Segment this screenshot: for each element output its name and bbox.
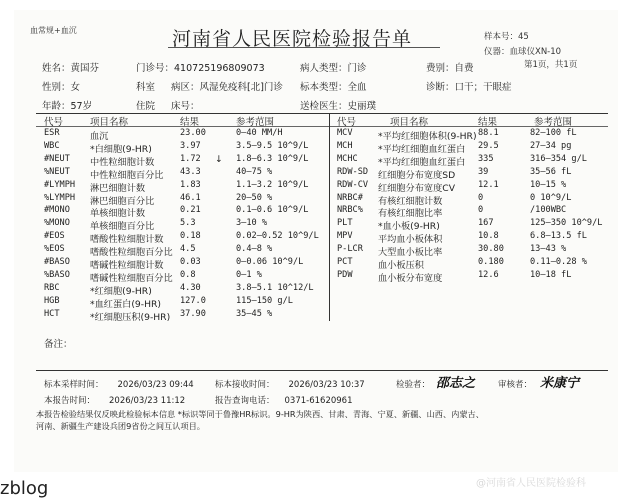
test-code: MCHC <box>337 153 358 164</box>
test-code: HGB <box>44 295 60 306</box>
test-code: NRBC% <box>337 205 363 216</box>
ptype-label: 病人类型： <box>300 63 348 74</box>
reference-range: 0.11—0.28 % <box>530 257 587 267</box>
test-result: 29.5 <box>478 140 499 151</box>
receive-label: 标本接收时间： <box>215 380 275 390</box>
inpatient-label: 住院 <box>136 101 156 112</box>
reference-range: 0 10^9/L <box>530 192 572 203</box>
reference-range: 10—15 % <box>530 179 567 190</box>
age-row <box>42 98 92 112</box>
dept-label: 科室 <box>136 82 156 93</box>
test-name: *平均红细胞体积(9-HR) <box>378 131 477 142</box>
report-label: 本报告时间： <box>44 396 96 406</box>
test-code: %EOS <box>44 244 65 255</box>
area-row <box>171 79 283 93</box>
report-type-label: 血常规+血沉 <box>30 26 77 35</box>
patient-name-row <box>42 60 99 74</box>
test-result: 39 <box>478 166 489 177</box>
title-underline <box>168 47 440 48</box>
test-name: 平均血小板体积 <box>378 234 443 246</box>
collect-label: 标本采样时间： <box>44 380 104 390</box>
test-result: 4.30 <box>180 282 201 293</box>
test-result: 37.90 <box>180 308 206 319</box>
test-result: 0.21 <box>180 205 201 216</box>
outpatient-label: 门诊号： <box>136 63 175 74</box>
right-header-item: 项目名称 <box>390 117 429 128</box>
receive-time: 2026/03/23 10:37 <box>288 380 365 390</box>
test-code: #LYMPH <box>44 179 76 190</box>
reference-range: 0—40 MM/H <box>236 128 283 138</box>
reference-range: 3—10 % <box>236 218 268 229</box>
reference-range: 13—43 % <box>530 244 567 255</box>
doctor-row <box>300 98 376 112</box>
instrument: 仪器：血球仪XN-10 <box>484 47 562 57</box>
test-name: *白细胞(9-HR) <box>90 143 152 155</box>
specimen-label: 标本类型： <box>300 82 348 93</box>
reference-range: 0.02—0.52 10^9/L <box>236 231 319 242</box>
test-name: 大型血小板比率 <box>378 247 443 259</box>
test-result: 46.1 <box>180 192 201 203</box>
test-code: RDW-SD <box>337 166 369 177</box>
sex-row <box>42 79 80 93</box>
patient-area: 风湿免疫科[北]门诊 <box>199 82 283 93</box>
phone-label: 报告查询电话： <box>215 396 275 406</box>
test-result: 0.8 <box>180 269 196 280</box>
collect-time-row <box>44 378 194 390</box>
reference-range: 1.8—6.3 10^9/L <box>236 153 309 164</box>
test-result: 43.3 <box>180 166 201 177</box>
test-code: RDW-CV <box>337 179 369 190</box>
test-name: 单核细胞计数 <box>90 208 146 220</box>
reference-range: 27—34 pg <box>530 140 572 151</box>
test-result: 0.03 <box>180 257 201 267</box>
patient-type: 门诊 <box>347 63 367 74</box>
age-label: 年龄： <box>42 101 71 112</box>
right-header-code: 代号 <box>337 117 357 128</box>
test-result: 0.180 <box>478 257 504 267</box>
reviewer-label: 审核者： <box>498 380 533 390</box>
test-result: 0 <box>478 205 484 216</box>
disclaimer-line-2: 河南、新疆生产建设兵团9省份之间互认项目。 <box>36 421 205 431</box>
test-name: 嗜酸性粒细胞计数 <box>90 234 164 246</box>
reference-range: 20—50 % <box>236 192 273 203</box>
reference-range: 1.1—3.2 10^9/L <box>236 179 309 190</box>
abnormal-flag: ↓ <box>215 153 223 165</box>
phone-row <box>215 394 352 406</box>
right-header-result: 结果 <box>478 117 498 128</box>
test-name: 淋巴细胞计数 <box>90 182 146 194</box>
report-title: 河南省人民医院检验报告单 <box>172 28 413 50</box>
test-result: 3.97 <box>180 140 201 151</box>
test-code: %NEUT <box>44 166 70 177</box>
test-code: WBC <box>44 140 60 151</box>
specimen-row <box>300 79 367 93</box>
test-name: 淋巴细胞百分比 <box>90 195 155 207</box>
name-label: 姓名： <box>42 63 71 74</box>
report-time: 2026/03/23 11:12 <box>109 396 186 406</box>
test-name: 有核红细胞计数 <box>378 195 443 207</box>
test-result: 23.00 <box>180 128 206 138</box>
test-name: 血沉 <box>90 131 109 142</box>
left-header-item: 项目名称 <box>90 117 129 128</box>
diag-label: 诊断： <box>426 82 455 93</box>
test-code: PCT <box>337 257 353 267</box>
footer-top-line <box>36 370 608 371</box>
test-result: 0 <box>478 192 484 203</box>
diagnosis-row <box>426 79 512 93</box>
left-header-code: 代号 <box>44 117 64 128</box>
test-name: 嗜碱性粒细胞计数 <box>90 260 164 271</box>
test-name: *血红蛋白(9-HR) <box>90 298 161 310</box>
reference-range: 316—354 g/L <box>530 153 587 164</box>
test-name: 红细胞分布宽度CV <box>378 182 456 194</box>
test-code: MCV <box>337 128 353 138</box>
reference-range: 0.4—8 % <box>236 244 273 255</box>
reference-range: /100WBC <box>530 205 567 216</box>
left-header-ref: 参考范围 <box>236 117 275 128</box>
test-name: 红细胞分布宽度SD <box>378 169 456 181</box>
test-name: 嗜酸性粒细胞百分比 <box>90 247 173 259</box>
test-result: 10.8 <box>478 231 499 242</box>
bed-label: 床号： <box>171 101 200 112</box>
test-result: 0.18 <box>180 231 201 242</box>
patient-age: 57岁 <box>70 101 93 112</box>
test-name: *红细胞(9-HR) <box>90 285 152 297</box>
test-code: %LYMPH <box>44 192 76 203</box>
doctor-label: 送检医生： <box>300 101 348 112</box>
fee-row <box>426 60 474 74</box>
test-result: 167 <box>478 218 494 229</box>
receive-time-row <box>215 378 365 390</box>
test-name: 血小板分布宽度 <box>378 272 443 284</box>
reference-range: 82—100 fL <box>530 128 577 138</box>
remarks-label: 备注： <box>44 339 73 350</box>
test-name: *红细胞压积(9-HR) <box>90 311 171 323</box>
test-code: %BASO <box>44 269 70 280</box>
test-code: NRBC# <box>337 192 363 203</box>
site-brand: zblog <box>0 478 49 499</box>
test-code: #BASO <box>44 257 70 267</box>
tester-signature: 邵志之 <box>436 376 476 391</box>
diagnosis: 口干；干眼症 <box>454 82 512 93</box>
reference-range: 0.1—0.6 10^9/L <box>236 205 309 216</box>
test-name: 嗜碱性粒细胞百分比 <box>90 272 173 284</box>
reference-range: 10—18 fL <box>530 269 572 280</box>
test-result: 12.1 <box>478 179 499 190</box>
patient-sex: 女 <box>70 82 81 93</box>
reference-range: 6.8—13.5 fL <box>530 231 587 242</box>
reference-range: 40—75 % <box>236 166 273 177</box>
test-code: MCH <box>337 140 353 151</box>
reference-range: 0—1 % <box>236 269 262 280</box>
test-code: RBC <box>44 282 60 293</box>
test-result: 30.80 <box>478 244 504 255</box>
test-name: 有核红细胞比率 <box>378 208 443 220</box>
right-header-ref: 参考范围 <box>534 117 573 128</box>
area-label: 病区： <box>171 82 200 93</box>
test-code: PDW <box>337 269 353 280</box>
test-name: 中性粒细胞百分比 <box>90 169 164 181</box>
phone-number: 0371-61620961 <box>284 396 353 406</box>
test-code: PLT <box>337 218 353 229</box>
reference-range: 115—150 g/L <box>236 295 293 306</box>
test-code: P-LCR <box>337 244 363 255</box>
test-result: 127.0 <box>180 295 206 306</box>
reviewer-signature: 米康宁 <box>540 376 580 391</box>
test-result: 5.3 <box>180 218 196 229</box>
reference-range: 125—350 10^9/L <box>530 218 603 229</box>
specimen-type: 全血 <box>347 82 367 93</box>
sex-label: 性别： <box>42 82 71 93</box>
test-code: #MONO <box>44 205 70 216</box>
fee-type: 自费 <box>454 63 474 74</box>
test-result: 12.6 <box>478 269 499 280</box>
page-indicator: 第1页，共1页 <box>524 60 578 70</box>
patient-type-row <box>300 60 367 74</box>
fee-label: 费别： <box>426 63 455 74</box>
reference-range: 0—0.06 10^9/L <box>236 257 304 267</box>
test-result: 1.72 <box>180 153 201 164</box>
left-header-result: 结果 <box>180 117 200 128</box>
test-result: 88.1 <box>478 128 499 138</box>
doctor-name: 史丽璞 <box>347 101 377 112</box>
outpatient-number: 410725196809073 <box>174 63 265 74</box>
test-name: 中性粒细胞计数 <box>90 156 155 168</box>
test-result: 335 <box>478 153 494 164</box>
reference-range: 3.5—9.5 10^9/L <box>236 140 309 151</box>
table-divider <box>329 113 330 321</box>
test-code: %MONO <box>44 218 70 229</box>
test-name: *平均红细胞血红蛋白 <box>378 143 466 155</box>
outpatient-row <box>136 60 265 74</box>
watermark: @河南省人民医院检验科 <box>476 478 586 489</box>
test-name: 单核细胞百分比 <box>90 221 155 233</box>
test-code: MPV <box>337 231 353 242</box>
reference-range: 35—45 % <box>236 308 273 319</box>
test-name: *血小板(9-HR) <box>378 221 440 233</box>
report-time-row <box>44 394 185 406</box>
sample-number: 样本号：45 <box>484 32 529 42</box>
test-code: HCT <box>44 308 60 319</box>
disclaimer-line-1: 本报告检验结果仅反映此检验标本信息 *标识等同于鲁豫HR标识。9-HR为陕西、甘肃、青海、宁夏、新疆、山西、内蒙古、 <box>36 409 484 419</box>
reference-range: 3.8—5.1 10^12/L <box>236 282 314 293</box>
test-result: 1.83 <box>180 179 201 190</box>
test-code: #EOS <box>44 231 65 242</box>
test-name: 血小板压积 <box>378 260 424 271</box>
tester-label: 检验者： <box>396 380 431 390</box>
test-name: *平均红细胞血红蛋白 <box>378 156 466 168</box>
test-result: 4.5 <box>180 244 196 255</box>
test-code: #NEUT <box>44 153 70 164</box>
collect-time: 2026/03/23 09:44 <box>117 380 194 390</box>
reference-range: 35—56 fL <box>530 166 572 177</box>
test-code: ESR <box>44 128 60 138</box>
patient-name: 黄国芬 <box>70 63 100 74</box>
